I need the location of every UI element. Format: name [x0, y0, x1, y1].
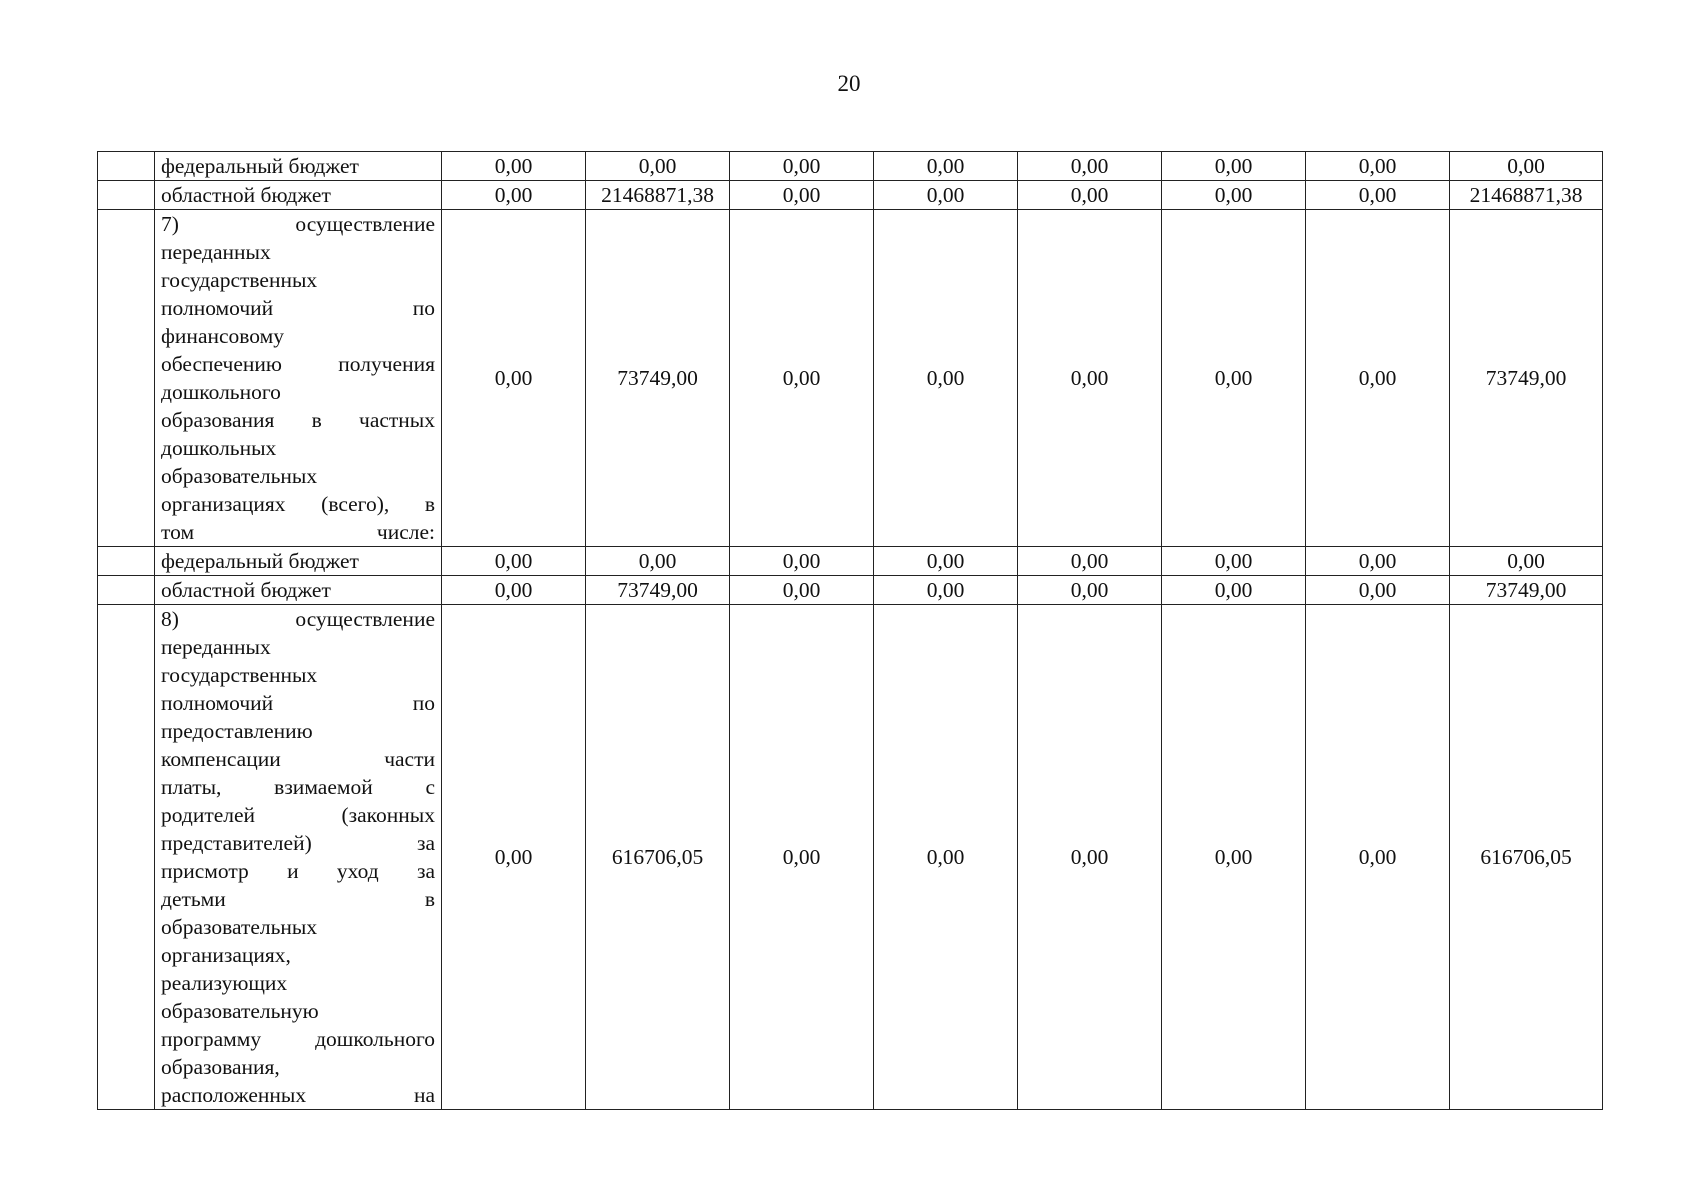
- value-cell: 0,00: [874, 181, 1018, 210]
- description-line: реализующих: [161, 971, 288, 995]
- description-line: полномочий по: [161, 296, 435, 320]
- value-cell: 0,00: [730, 547, 874, 576]
- description-line: финансовому: [161, 324, 284, 348]
- value-cell: 0,00: [442, 605, 586, 1110]
- value-cell: 0,00: [730, 210, 874, 547]
- table-row: [98, 152, 1603, 181]
- row-label: федеральный бюджет: [155, 547, 442, 576]
- row-description: [155, 210, 442, 547]
- description-line: представителей) за: [161, 831, 435, 855]
- value-cell: 0,00: [730, 181, 874, 210]
- description-line: организациях,: [161, 943, 291, 967]
- table-row: [98, 605, 1603, 1110]
- description-line: образовательных: [161, 915, 318, 939]
- value-cell: 0,00: [730, 605, 874, 1110]
- row-label: областной бюджет: [155, 576, 442, 605]
- table-row: [98, 210, 1603, 547]
- description-line: 8) осуществление: [161, 607, 435, 631]
- value-cell: 0,00: [1306, 576, 1450, 605]
- value-cell: 0,00: [442, 181, 586, 210]
- value-cell: 0,00: [586, 152, 730, 181]
- description-line: переданных: [161, 240, 271, 264]
- table-body: [98, 152, 1603, 1110]
- value-cell: 0,00: [874, 547, 1018, 576]
- value-cell: 0,00: [1018, 547, 1162, 576]
- description-line: образовательную: [161, 999, 319, 1023]
- table-row: [98, 576, 1603, 605]
- description-line: переданных: [161, 635, 271, 659]
- value-cell: 0,00: [874, 210, 1018, 547]
- value-cell: 0,00: [1162, 181, 1306, 210]
- description-line: образовательных: [161, 464, 318, 488]
- description-line: присмотр и уход за: [161, 859, 435, 883]
- table-row: [98, 547, 1603, 576]
- description-line: организациях (всего), в: [161, 492, 435, 516]
- value-cell: 0,00: [442, 576, 586, 605]
- value-cell: 73749,00: [1450, 576, 1603, 605]
- description-line: полномочий по: [161, 691, 435, 715]
- value-cell: 0,00: [874, 576, 1018, 605]
- value-cell: 21468871,38: [586, 181, 730, 210]
- value-cell: 0,00: [1018, 152, 1162, 181]
- value-cell: 0,00: [1162, 576, 1306, 605]
- value-cell: 0,00: [1018, 210, 1162, 547]
- value-cell: 616706,05: [586, 605, 730, 1110]
- description-line: обеспечению получения: [161, 352, 435, 376]
- value-cell: 0,00: [1450, 547, 1603, 576]
- description-line: 7) осуществление: [161, 212, 435, 236]
- description-line: программу дошкольного: [161, 1027, 435, 1051]
- description-line: родителей (законных: [161, 803, 435, 827]
- value-cell: 73749,00: [1450, 210, 1603, 547]
- description-line: государственных: [161, 268, 318, 292]
- description-line: расположенных на: [161, 1083, 435, 1107]
- value-cell: 0,00: [730, 576, 874, 605]
- value-cell: 0,00: [1306, 181, 1450, 210]
- description-line: том числе:: [161, 520, 435, 544]
- budget-table: [97, 151, 1603, 1110]
- value-cell: 0,00: [1018, 605, 1162, 1110]
- row-number-cell: [98, 152, 155, 181]
- description-line: предоставлению: [161, 719, 313, 743]
- value-cell: 0,00: [874, 605, 1018, 1110]
- row-number-cell: [98, 181, 155, 210]
- row-number-cell: [98, 210, 155, 547]
- value-cell: 616706,05: [1450, 605, 1603, 1110]
- description-line: государственных: [161, 663, 318, 687]
- value-cell: 73749,00: [586, 576, 730, 605]
- page-number: 20: [837, 71, 861, 96]
- row-number-cell: [98, 547, 155, 576]
- row-number-cell: [98, 576, 155, 605]
- value-cell: 0,00: [442, 210, 586, 547]
- description-line: компенсации части: [161, 747, 435, 771]
- value-cell: 0,00: [1162, 605, 1306, 1110]
- value-cell: 0,00: [442, 152, 586, 181]
- value-cell: 0,00: [1450, 152, 1603, 181]
- row-number-cell: [98, 605, 155, 1110]
- row-description: [155, 605, 442, 1110]
- description-line: дошкольных: [161, 436, 277, 460]
- value-cell: 0,00: [1306, 152, 1450, 181]
- description-line: дошкольного: [161, 380, 281, 404]
- value-cell: 0,00: [586, 547, 730, 576]
- description-line: образования,: [161, 1055, 280, 1079]
- value-cell: 0,00: [1306, 210, 1450, 547]
- description-line: детьми в: [161, 887, 435, 911]
- description-line: платы, взимаемой с: [161, 775, 435, 799]
- value-cell: 21468871,38: [1450, 181, 1603, 210]
- value-cell: 0,00: [874, 152, 1018, 181]
- value-cell: 0,00: [1306, 547, 1450, 576]
- row-label: областной бюджет: [155, 181, 442, 210]
- value-cell: 0,00: [1162, 152, 1306, 181]
- value-cell: 0,00: [1306, 605, 1450, 1110]
- value-cell: 0,00: [1162, 547, 1306, 576]
- row-label: федеральный бюджет: [155, 152, 442, 181]
- value-cell: 0,00: [442, 547, 586, 576]
- table-row: [98, 181, 1603, 210]
- value-cell: 0,00: [1018, 576, 1162, 605]
- value-cell: 0,00: [1018, 181, 1162, 210]
- description-line: образования в частных: [161, 408, 435, 432]
- value-cell: 0,00: [730, 152, 874, 181]
- value-cell: 0,00: [1162, 210, 1306, 547]
- value-cell: 73749,00: [586, 210, 730, 547]
